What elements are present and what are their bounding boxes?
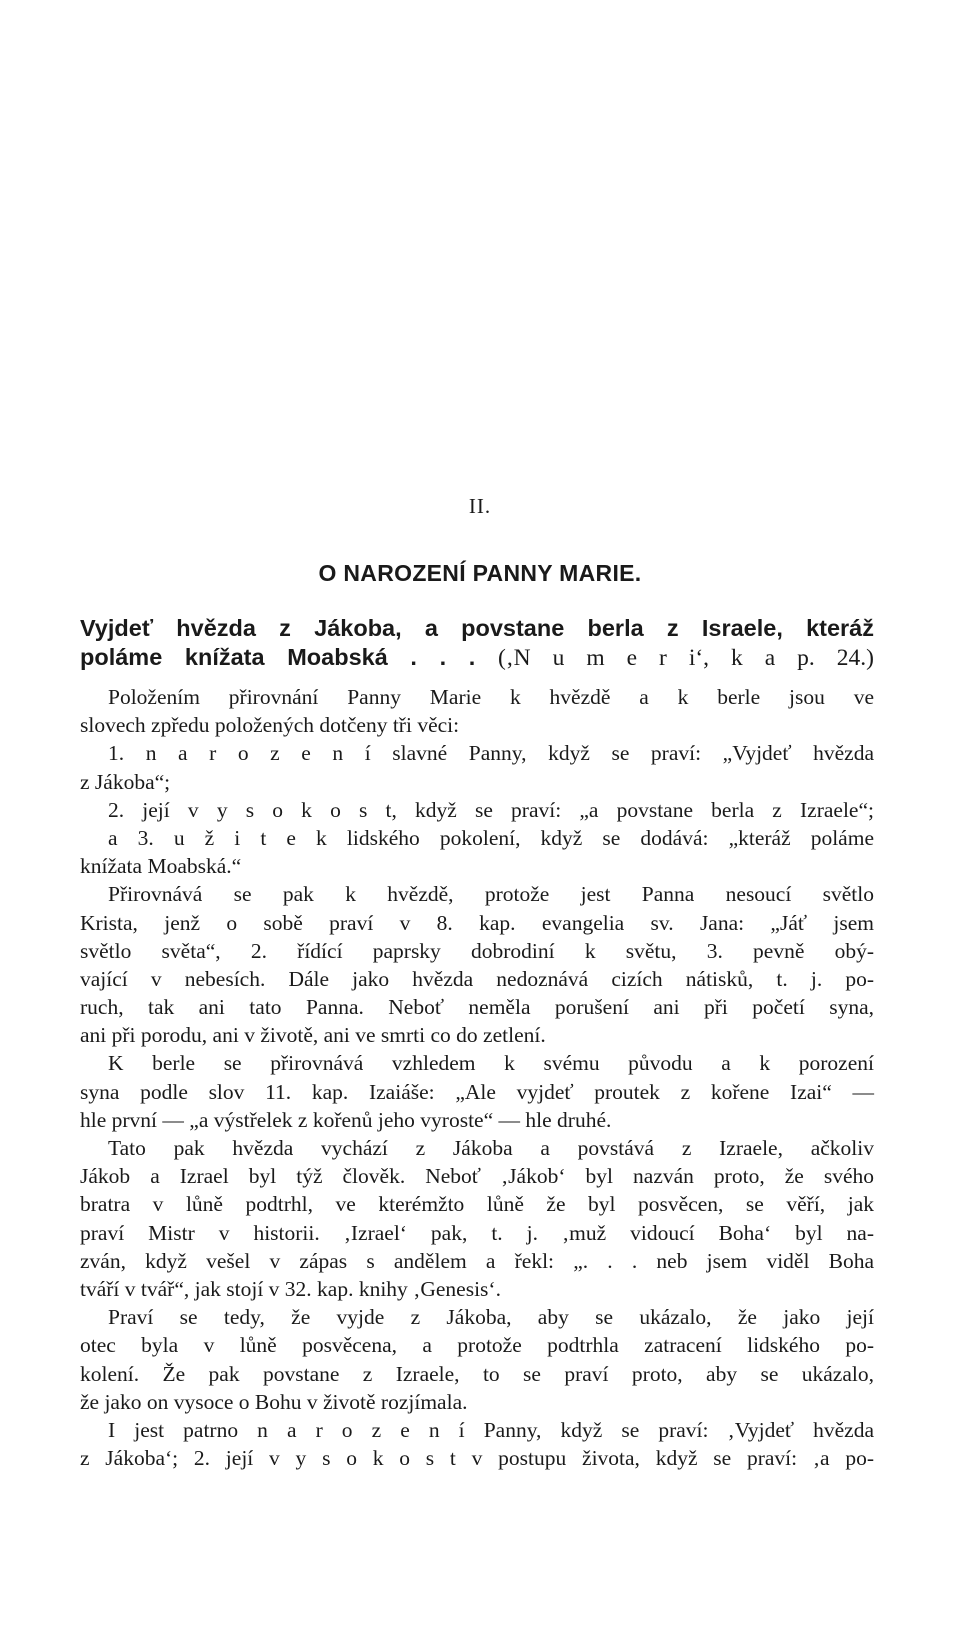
text-line: 1. n a r o z e n í slavné Panny, když se praví: „Vyjdeť hvězda — [108, 741, 874, 766]
text-line: 2. její v y s o k o s t, když se praví: „a povstane berla z Izraele“; — [108, 797, 874, 822]
text-line: vající v nebesích. Dále jako hvězda nedoznává cizích nátisků, t. j. po- — [80, 966, 874, 991]
text-line: kolení. Že pak povstane z Izraele, to se praví proto, aby se ukázalo, — [80, 1361, 874, 1386]
motto-line-2-text: poláme knížata Moabská . . . — [80, 644, 476, 670]
text-line: Položením přirovnání Panny Marie k hvězdě a k berle jsou ve — [108, 685, 874, 709]
text-line: a 3. u ž i t e k lidského pokolení, když se dodává: „kteráž poláme — [108, 825, 874, 850]
body-text — [80, 683, 874, 1472]
text-line: Přirovnává se pak k hvězdě, protože jest Panna nesoucí světlo — [108, 882, 874, 907]
chapter-numeral: II. — [468, 494, 492, 518]
text-line: Krista, jenž o sobě praví v 8. kap. evangelia sv. Jana: „Jáť jsem — [80, 910, 874, 935]
text-line: K berle se přirovnává vzhledem k svému původu a k porození — [108, 1051, 874, 1076]
text-line: ani při porodu, ani v životě, ani ve smrti co do zetlení. — [80, 1023, 546, 1048]
chapter-title: O NAROZENÍ PANNY MARIE. — [318, 560, 642, 586]
motto-line-1: Vyjdeť hvězda z Jákoba, a povstane berla z Israele, kteráž — [80, 615, 874, 641]
text-line: Praví se tedy, že vyjde z Jákoba, aby se ukázalo, že jako její — [108, 1305, 874, 1330]
motto-line-2 — [80, 643, 874, 673]
text-line: praví Mistr v historii. ‚Izrael‘ pak, t. j. ‚muž vidoucí Boha‘ byl na- — [80, 1220, 874, 1245]
chapter-motto — [80, 614, 874, 673]
motto-citation: (‚N u m e r i‘, k a p. 24.) — [497, 645, 874, 671]
text-line: zván, když vešel v zápas s andělem a řekl: „. . . neb jsem viděl Boha — [80, 1248, 874, 1273]
text-line: I jest patrno n a r o z e n í Panny, když se praví: ‚Vyjdeť hvězda — [108, 1417, 874, 1442]
text-line: syna podle slov 11. kap. Izaiáše: „Ale vyjdeť proutek z kořene Izai“ — — [80, 1079, 874, 1104]
text-line: tváří v tvář“, jak stojí v 32. kap. knihy ‚Genesis‘. — [80, 1276, 501, 1301]
text-line: knížata Moabská.“ — [80, 854, 242, 879]
text-line: ruch, tak ani tato Panna. Neboť neměla porušení ani při početí syna, — [80, 995, 874, 1020]
text-line: otec byla v lůně posvěcena, a protože podtrhla zatracení lidského po- — [80, 1333, 874, 1358]
text-line: z Jákoba“; — [80, 769, 171, 794]
text-line: z Jákoba‘; 2. její v y s o k o s t v postupu života, když se praví: ‚a po- — [80, 1446, 874, 1471]
text-line: bratra v lůně podtrhl, ve kterémžto lůně že byl posvěcen, se věří, jak — [80, 1192, 874, 1217]
text-line: Tato pak hvězda vychází z Jákoba a povstává z Izraele, ačkoliv — [108, 1136, 874, 1160]
text-line: Jákob a Izrael byl týž člověk. Neboť ‚Jákob‘ byl nazván proto, že svého — [80, 1164, 874, 1189]
text-line: že jako on vysoce o Bohu v životě rozjímala. — [80, 1389, 468, 1414]
text-line: hle první — „a výstřelek z kořenů jeho vyroste“ — hle druhé. — [80, 1107, 612, 1132]
text-line: světlo světa“, 2. řídící paprsky dobrodiní k světu, 3. pevně obý- — [80, 938, 874, 963]
text-line: slovech zpředu položených dotčeny tři věci: — [80, 713, 460, 738]
